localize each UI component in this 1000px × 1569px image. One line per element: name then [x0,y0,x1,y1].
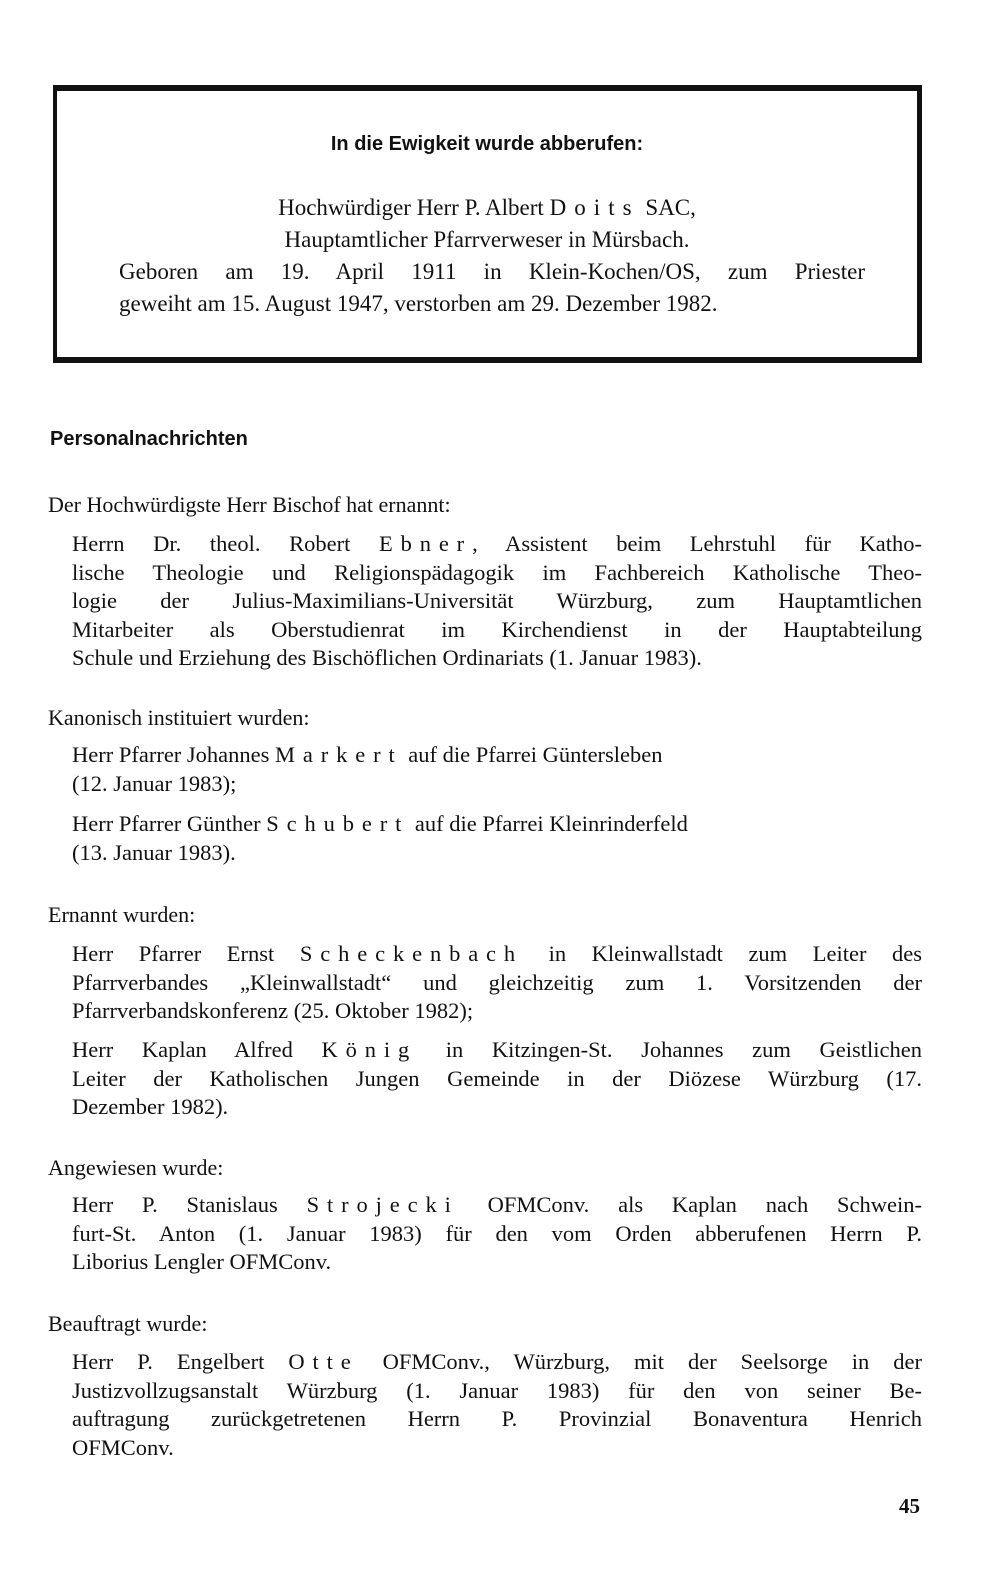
subheading-ernannt: Ernannt wurden: [48,902,196,927]
subheading-bischof-ernannt: Der Hochwürdigste Herr Bischof hat ernannt: [48,492,451,517]
obituary-heading: In die Ewigkeit wurde abberufen: [330,133,644,155]
entry-markert: Herr Pfarrer Johannes Markert auf die Pfarrei Güntersleben (12. Januar 1983); [72,742,663,796]
obituary-line-1: Hochwürdiger Herr P. Albert Doits SAC, [278,195,696,220]
obituary-line-3: Geboren am 19. April 1911 in Klein-Kochen/OS, zum Priester [119,259,865,284]
entry-schubert: Herr Pfarrer Günther Schubert auf die Pfarrei Kleinrinderfeld (13. Januar 1983). [72,811,688,865]
entry-koenig: Herr Kaplan Alfred König in Kitzingen-St. Johannes zum Geistlichen Leiter der Katholischen Jungen Gemeinde in der Diözese Würzburg (17. Dezember 1982). [72,1037,922,1119]
page-number: 45 [899,1494,920,1518]
entry-ebner: Herrn Dr. theol. Robert Ebner, Assistent beim Lehrstuhl für Katho- lische Theologie und Religionspädagogik im Fachbereich Katholische Theo- logie der Julius-Maximilians-Universität Würzburg, zum Hauptamtlichen Mitarbeiter als Oberstudienrat im Kirchendienst in der Hauptabteilung Schule und Erziehung des Bischöflichen Ordinariats (1. Januar 1983). [72,531,923,670]
obituary-line-4: geweiht am 15. August 1947, verstorben am 29. Dezember 1982. [119,291,718,316]
entry-scheckenbach: Herr Pfarrer Ernst Scheckenbach in Kleinwallstadt zum Leiter des Pfarrverbandes „Kleinwallstadt“ und gleichzeitig zum 1. Vorsitzenden der Pfarrverbandskonferenz (25. Oktober 1982); [72,941,923,1023]
obituary-line-2: Hauptamtlicher Pfarrverweser in Mürsbach. [284,227,690,252]
subheading-instituiert: Kanonisch instituiert wurden: [48,705,310,730]
subheading-beauftragt: Beauftragt wurde: [48,1311,208,1336]
entry-otte: Herr P. Engelbert Otte OFMConv., Würzburg, mit der Seelsorge in der Justizvollzugsanstalt Würzburg (1. Januar 1983) für den von seiner Be- auftragung zurückgetretenen Herrn P. Provinzial Bonaventura Henrich OFMConv. [72,1349,922,1460]
obituary-name: Doits [549,195,640,220]
obituary-box [53,85,922,363]
subheading-angewiesen: Angewiesen wurde: [48,1155,224,1180]
entry-strojecki: Herr P. Stanislaus Strojecki OFMConv. als Kaplan nach Schwein- furt-St. Anton (1. Januar 1983) für den vom Orden abberufenen Herrn P. Liborius Lengler OFMConv. [72,1192,923,1274]
section-title: Personalnachrichten [50,428,248,450]
